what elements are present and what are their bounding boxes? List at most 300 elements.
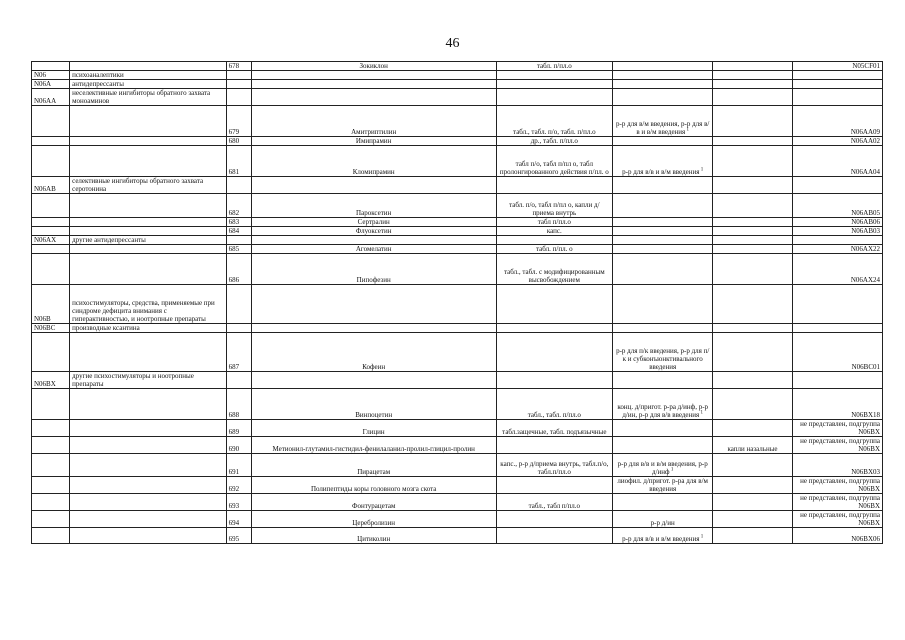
atc-group-code: N06BC (34, 324, 56, 332)
atc-group-code-cell (32, 177, 70, 194)
atc-group-code-cell (32, 236, 70, 245)
atc-group-code-cell (32, 194, 70, 218)
dosage-form-oral: табл. п/пл.о (536, 62, 572, 70)
row-number: 678 (228, 62, 240, 70)
row-number-cell (226, 254, 251, 285)
dosage-form-oral: табл.защечные, табл. подъязычные (502, 428, 607, 436)
atc-code: N06AB03 (851, 227, 880, 235)
table-row (32, 245, 883, 254)
row-number-cell (226, 528, 251, 544)
drug-name-cell (251, 218, 496, 227)
atc-group-code-cell (32, 372, 70, 389)
dosage-form-injection-cell (613, 227, 713, 236)
dosage-form-injection-cell (613, 511, 713, 528)
footnote-marker: 1 (685, 127, 690, 133)
dosage-form-oral-cell (496, 324, 612, 333)
group-name: антидепрессанты (72, 80, 124, 88)
table-row (32, 372, 883, 389)
row-number-cell (226, 106, 251, 137)
dosage-form-oral-cell (496, 71, 612, 80)
drug-name: Цитиколин (357, 535, 391, 543)
dosage-form-oral-cell (496, 236, 612, 245)
dosage-form-oral: др., табл. п/пл.о (530, 137, 578, 145)
row-number-cell (226, 389, 251, 420)
atc-code: N06BC01 (851, 363, 880, 371)
atc-code: не представлен, подгруппа N06BX (800, 477, 880, 493)
atc-group-code-cell (32, 89, 70, 106)
drug-name-cell (251, 137, 496, 146)
drug-name: Пирацетам (357, 468, 391, 476)
row-number: 692 (228, 485, 240, 493)
dosage-form-injection-cell (613, 194, 713, 218)
atc-code-cell (792, 494, 882, 511)
atc-code-cell (792, 324, 882, 333)
atc-group-code-cell (32, 285, 70, 324)
dosage-form-oral-cell (496, 227, 612, 236)
drug-name-cell (251, 389, 496, 420)
table-row (32, 324, 883, 333)
atc-code-cell (792, 245, 882, 254)
row-number-cell (226, 437, 251, 454)
atc-code-cell (792, 80, 882, 89)
atc-code: не представлен, подгруппа N06BX (800, 494, 880, 510)
dosage-form-other-cell (713, 245, 792, 254)
group-name-cell (70, 71, 227, 80)
table-body (32, 62, 883, 544)
dosage-form-oral-cell (496, 454, 612, 477)
dosage-form-oral-cell (496, 420, 612, 437)
atc-code: N06AX22 (850, 245, 880, 253)
dosage-form-oral-cell (496, 146, 612, 177)
dosage-form-oral-cell (496, 194, 612, 218)
table-row (32, 494, 883, 511)
dosage-form-oral-cell (496, 177, 612, 194)
row-number-cell (226, 227, 251, 236)
dosage-form-other-cell (713, 324, 792, 333)
group-name-cell (70, 137, 227, 146)
drug-name-cell (251, 285, 496, 324)
atc-code: не представлен, подгруппа N06BX (800, 511, 880, 527)
dosage-form-oral-cell (496, 137, 612, 146)
dosage-form-oral-cell (496, 437, 612, 454)
group-name-cell (70, 227, 227, 236)
atc-group-code-cell (32, 389, 70, 420)
table-row (32, 137, 883, 146)
atc-group-code: N06AA (34, 97, 57, 105)
atc-group-code: N06 (34, 71, 47, 79)
drug-name-cell (251, 146, 496, 177)
drug-name-cell (251, 80, 496, 89)
drug-name-cell (251, 245, 496, 254)
atc-code: N05CF01 (852, 62, 880, 70)
dosage-form-other-cell (713, 62, 792, 71)
drug-name-cell (251, 511, 496, 528)
dosage-form-injection-cell (613, 420, 713, 437)
group-name-cell (70, 177, 227, 194)
dosage-form-other-cell (713, 227, 792, 236)
group-name-cell (70, 333, 227, 372)
drug-name: Фонтурацетам (351, 502, 396, 510)
page-number: 46 (445, 36, 460, 51)
row-number-cell (226, 511, 251, 528)
dosage-form-other-cell (713, 146, 792, 177)
group-name-cell (70, 236, 227, 245)
atc-code-cell (792, 285, 882, 324)
dosage-form-other-cell (713, 254, 792, 285)
dosage-form-other-cell (713, 89, 792, 106)
atc-group-code-cell (32, 80, 70, 89)
drug-name: Кломипрамин (352, 168, 395, 176)
atc-code-cell (792, 389, 882, 420)
atc-code-cell (792, 254, 882, 285)
atc-code: N06AA04 (850, 168, 880, 176)
dosage-form-oral: табл. п/пл. о (536, 245, 573, 253)
dosage-form-injection-cell (613, 333, 713, 372)
group-name: другие психостимуляторы и ноотропные препараты (72, 372, 194, 388)
footnote-marker: 1 (669, 467, 674, 473)
table-row (32, 62, 883, 71)
atc-group-code-cell (32, 146, 70, 177)
dosage-form-other-cell (713, 372, 792, 389)
atc-code: N06BX03 (851, 468, 880, 476)
dosage-form-oral-cell (496, 285, 612, 324)
dosage-form-oral-cell (496, 106, 612, 137)
dosage-form-injection-cell (613, 177, 713, 194)
atc-group-code-cell (32, 137, 70, 146)
dosage-form-other-cell (713, 437, 792, 454)
dosage-form-other: капли назальные (727, 445, 778, 453)
dosage-form-oral: табл., табл. п/пл.о (527, 411, 581, 419)
table-row (32, 420, 883, 437)
group-name-cell (70, 254, 227, 285)
table-row (32, 454, 883, 477)
atc-code-cell (792, 333, 882, 372)
atc-code-cell (792, 218, 882, 227)
table-row (32, 194, 883, 218)
drug-name: Глицин (362, 428, 385, 436)
atc-group-code: N06B (34, 315, 51, 323)
group-name-cell (70, 89, 227, 106)
row-number: 687 (228, 363, 240, 371)
atc-group-code-cell (32, 245, 70, 254)
atc-code-cell (792, 137, 882, 146)
group-name-cell (70, 324, 227, 333)
dosage-form-injection-cell (613, 137, 713, 146)
atc-group-code-cell (32, 511, 70, 528)
dosage-form-other-cell (713, 71, 792, 80)
group-name-cell (70, 80, 227, 89)
atc-code-cell (792, 511, 882, 528)
drug-name-cell (251, 372, 496, 389)
atc-code-cell (792, 454, 882, 477)
table-row (32, 285, 883, 324)
group-name: селективные ингибиторы обратного захвата серотонина (72, 177, 204, 193)
group-name-cell (70, 62, 227, 71)
dosage-form-injection-cell (613, 437, 713, 454)
drug-name: Церебролизин (352, 519, 396, 527)
row-number: 685 (228, 245, 240, 253)
dosage-form-other-cell (713, 218, 792, 227)
drug-name-cell (251, 194, 496, 218)
atc-group-code-cell (32, 106, 70, 137)
atc-group-code-cell (32, 528, 70, 544)
dosage-form-other-cell (713, 389, 792, 420)
dosage-form-oral-cell (496, 80, 612, 89)
drug-name-cell (251, 477, 496, 494)
row-number: 686 (228, 276, 240, 284)
dosage-form-other-cell (713, 106, 792, 137)
atc-group-code-cell (32, 454, 70, 477)
atc-group-code: N06AX (34, 236, 57, 244)
atc-group-code-cell (32, 420, 70, 437)
atc-code-cell (792, 528, 882, 544)
group-name-cell (70, 285, 227, 324)
group-name-cell (70, 245, 227, 254)
dosage-form-injection-cell (613, 62, 713, 71)
atc-code-cell (792, 194, 882, 218)
dosage-form-oral-cell (496, 62, 612, 71)
row-number: 680 (228, 137, 240, 145)
atc-code-cell (792, 89, 882, 106)
dosage-form-injection-cell (613, 71, 713, 80)
footnote-marker: 1 (699, 534, 704, 540)
atc-code-cell (792, 177, 882, 194)
group-name-cell (70, 528, 227, 544)
drug-name: Флуоксетин (355, 227, 392, 235)
footnote-marker: 1 (699, 167, 704, 173)
group-name-cell (70, 494, 227, 511)
atc-code: не представлен, подгруппа N06BX (800, 437, 880, 453)
group-name-cell (70, 437, 227, 454)
atc-group-code-cell (32, 62, 70, 71)
atc-group-code: N06AB (34, 185, 56, 193)
row-number-cell (226, 333, 251, 372)
atc-group-code-cell (32, 218, 70, 227)
row-number-cell (226, 477, 251, 494)
drug-name-cell (251, 528, 496, 544)
dosage-form-injection-cell (613, 324, 713, 333)
atc-code-cell (792, 236, 882, 245)
atc-code: N06BX06 (851, 535, 880, 543)
table-row (32, 437, 883, 454)
row-number-cell (226, 177, 251, 194)
dosage-form-injection: р-р для в/в и в/м введения (622, 168, 700, 176)
row-number-cell (226, 80, 251, 89)
drug-name: Пипофезин (356, 276, 391, 284)
row-number-cell (226, 146, 251, 177)
dosage-form-oral: табл., табл. с модифицированным высвобождением (504, 268, 605, 284)
row-number: 684 (228, 227, 240, 235)
dosage-form-injection-cell (613, 89, 713, 106)
dosage-form-oral-cell (496, 254, 612, 285)
atc-code-cell (792, 420, 882, 437)
atc-code: N06AA09 (850, 128, 880, 136)
atc-code: N06AB05 (851, 209, 880, 217)
atc-code-cell (792, 71, 882, 80)
dosage-form-injection-cell (613, 477, 713, 494)
table-row (32, 511, 883, 528)
dosage-form-other-cell (713, 528, 792, 544)
atc-code-cell (792, 437, 882, 454)
dosage-form-oral-cell (496, 477, 612, 494)
drug-name-cell (251, 324, 496, 333)
atc-code-cell (792, 146, 882, 177)
drug-name-cell (251, 420, 496, 437)
dosage-form-oral: капс. (546, 227, 562, 235)
table-row (32, 106, 883, 137)
dosage-form-other-cell (713, 80, 792, 89)
dosage-form-oral-cell (496, 494, 612, 511)
drug-name-cell (251, 177, 496, 194)
dosage-form-injection: р-р для п/к введения, р-р для п/к и субконъюнктивального введения (616, 347, 710, 371)
dosage-form-oral-cell (496, 372, 612, 389)
drug-name: Зокиклон (359, 62, 388, 70)
group-name: другие антидепрессанты (72, 236, 146, 244)
dosage-form-oral-cell (496, 389, 612, 420)
dosage-form-injection-cell (613, 106, 713, 137)
group-name-cell (70, 454, 227, 477)
drug-name-cell (251, 89, 496, 106)
dosage-form-injection-cell (613, 372, 713, 389)
table-row (32, 254, 883, 285)
table-row (32, 236, 883, 245)
drug-name: Пароксетин (356, 209, 392, 217)
drug-name-cell (251, 454, 496, 477)
drug-name-cell (251, 71, 496, 80)
table-row (32, 177, 883, 194)
drug-name-cell (251, 437, 496, 454)
row-number-cell (226, 245, 251, 254)
group-name: неселективные ингибиторы обратного захвата моноаминов (72, 89, 211, 105)
group-name-cell (70, 372, 227, 389)
dosage-form-oral-cell (496, 511, 612, 528)
dosage-form-other-cell (713, 420, 792, 437)
dosage-form-injection: конц. д/пригот. р-ра д/инф, р-р д/ин, р-р для в/в введения (617, 403, 709, 419)
drug-name: Полипептиды коры головного мозга скота (310, 485, 437, 493)
dosage-form-oral: табл., табл. п/о, табл. п/пл.о (513, 128, 596, 136)
group-name-cell (70, 477, 227, 494)
dosage-form-other-cell (713, 454, 792, 477)
group-name: производные ксантина (72, 324, 140, 332)
dosage-form-oral-cell (496, 218, 612, 227)
drug-name: Агомелатин (355, 245, 392, 253)
table-row (32, 71, 883, 80)
dosage-form-oral: капс., р-р д/приема внутрь, табл.п/о, табл.п/пл.о (500, 460, 609, 476)
dosage-form-injection: р-р для в/в и в/м введения, р-р д/инф (617, 460, 708, 476)
row-number: 683 (228, 218, 240, 226)
group-name-cell (70, 194, 227, 218)
group-name: психоаналептики (72, 71, 124, 79)
table-row (32, 333, 883, 372)
table-row (32, 80, 883, 89)
table-row (32, 227, 883, 236)
table-row (32, 146, 883, 177)
dosage-form-other-cell (713, 137, 792, 146)
group-name: психостимуляторы, средства, применяемые при синдроме дефицита внимания с гиперактивностью, и ноотропные препараты (72, 299, 215, 323)
row-number-cell (226, 89, 251, 106)
atc-code-cell (792, 227, 882, 236)
row-number: 681 (228, 168, 240, 176)
dosage-form-oral: табл п/о, табл п/пл о, табл пролонгированного действия п/пл. о (499, 160, 609, 176)
drug-name: Кофеин (362, 363, 386, 371)
row-number-cell (226, 285, 251, 324)
dosage-form-injection: р-р для в/в и в/м введения (622, 535, 700, 543)
row-number: 682 (228, 209, 240, 217)
group-name-cell (70, 106, 227, 137)
dosage-form-other-cell (713, 285, 792, 324)
atc-group-code-cell (32, 254, 70, 285)
group-name-cell (70, 389, 227, 420)
row-number-cell (226, 324, 251, 333)
dosage-form-injection-cell (613, 389, 713, 420)
atc-group-code-cell (32, 437, 70, 454)
dosage-form-other-cell (713, 236, 792, 245)
atc-group-code-cell (32, 477, 70, 494)
atc-code-cell (792, 372, 882, 389)
atc-code: N06AB06 (851, 218, 880, 226)
drug-name-cell (251, 333, 496, 372)
drug-name-cell (251, 227, 496, 236)
dosage-form-injection: р-р д/ин (650, 519, 675, 527)
row-number-cell (226, 137, 251, 146)
drug-name-cell (251, 62, 496, 71)
row-number: 688 (228, 411, 240, 419)
row-number-cell (226, 218, 251, 227)
row-number-cell (226, 494, 251, 511)
drug-name: Амитриптилин (351, 128, 397, 136)
atc-group-code: N06A (34, 80, 52, 88)
atc-code: N06AX24 (850, 276, 880, 284)
dosage-form-injection-cell (613, 218, 713, 227)
dosage-form-other-cell (713, 194, 792, 218)
group-name-cell (70, 420, 227, 437)
dosage-form-oral: табл п/пл.о (537, 218, 571, 226)
atc-code-cell (792, 106, 882, 137)
dosage-form-injection-cell (613, 245, 713, 254)
drug-name: Метионил-глутамил-гистидил-фенилаланил-пролил-глицил-пролин (272, 445, 475, 453)
atc-code: N06AA02 (850, 137, 880, 145)
atc-group-code-cell (32, 324, 70, 333)
row-number: 679 (228, 128, 240, 136)
dosage-form-other-cell (713, 177, 792, 194)
atc-group-code-cell (32, 494, 70, 511)
dosage-form-oral-cell (496, 333, 612, 372)
atc-code: не представлен, подгруппа N06BX (800, 420, 880, 436)
row-number-cell (226, 62, 251, 71)
group-name-cell (70, 218, 227, 227)
dosage-form-injection: р-р для в/м введения, р-р для в/в и в/м введения (616, 120, 710, 136)
dosage-form-other-cell (713, 511, 792, 528)
drug-name: Имипрамин (355, 137, 392, 145)
row-number: 689 (228, 428, 240, 436)
dosage-form-oral: табл., табл п/пл.о (528, 502, 581, 510)
dosage-form-oral-cell (496, 528, 612, 544)
table-row (32, 218, 883, 227)
dosage-form-other-cell (713, 477, 792, 494)
row-number: 691 (228, 468, 240, 476)
dosage-form-injection-cell (613, 146, 713, 177)
row-number-cell (226, 420, 251, 437)
row-number-cell (226, 454, 251, 477)
dosage-form-oral-cell (496, 245, 612, 254)
group-name-cell (70, 511, 227, 528)
drug-name-cell (251, 236, 496, 245)
dosage-form-injection-cell (613, 454, 713, 477)
dosage-form-other-cell (713, 333, 792, 372)
table-row (32, 528, 883, 544)
drug-name-cell (251, 254, 496, 285)
group-name-cell (70, 146, 227, 177)
